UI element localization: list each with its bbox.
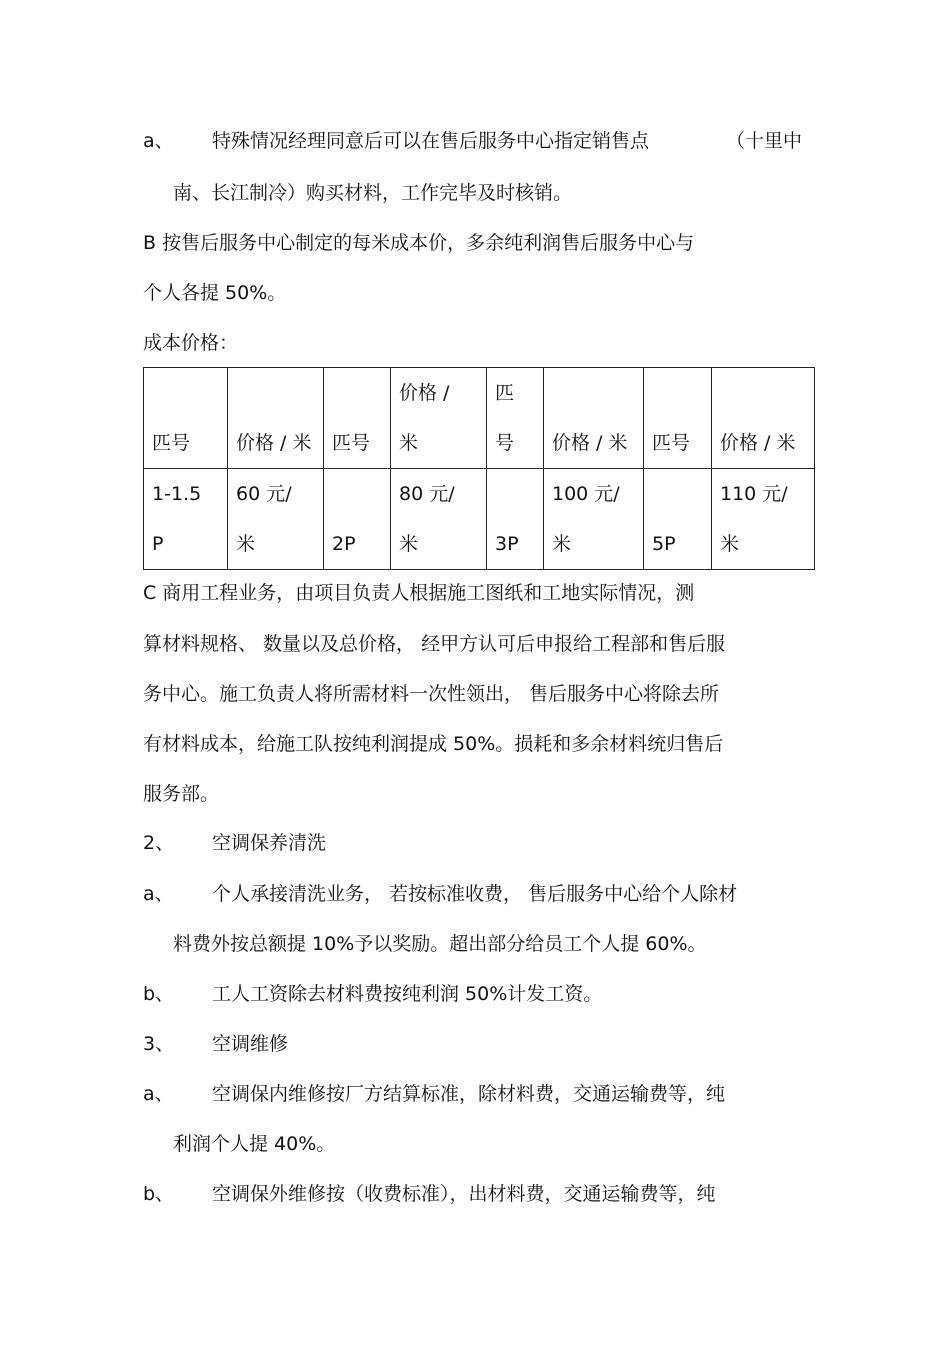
cost-price-table bbox=[143, 367, 815, 570]
table-header-row bbox=[144, 368, 815, 469]
table-cell: 价格 / 米 bbox=[712, 368, 815, 469]
paragraph-line: 算材料规格、 数量以及总价格， 经甲方认可后申报给工程部和售后服 bbox=[143, 633, 726, 655]
section-number: 3、 bbox=[143, 1033, 175, 1055]
table-cell: 100 元/ 米 bbox=[544, 469, 644, 570]
table-cell: 价格 / 米 bbox=[228, 368, 324, 469]
table-cell: 匹 号 bbox=[487, 368, 544, 469]
section-heading: 空调维修 bbox=[212, 1033, 289, 1055]
paragraph-line: 空调保内维修按厂方结算标准，除材料费，交通运输费等，纯 bbox=[212, 1083, 726, 1105]
table-cell: 3P bbox=[487, 469, 544, 570]
list-marker: b、 bbox=[143, 983, 175, 1005]
table-cell: 价格 / 米 bbox=[544, 368, 644, 469]
paragraph-line: 个人各提 50%。 bbox=[143, 282, 287, 304]
section-heading: 空调保养清洗 bbox=[212, 832, 327, 854]
paragraph-line: B 按售后服务中心制定的每米成本价，多余纯利润售后服务中心与 bbox=[143, 232, 695, 254]
table-cell: 1-1.5 P bbox=[144, 469, 228, 570]
table-cell: 匹号 bbox=[324, 368, 391, 469]
table-cell: 匹号 bbox=[644, 368, 712, 469]
paragraph-line: 服务部。 bbox=[143, 783, 220, 805]
section-label: 成本价格： bbox=[143, 332, 239, 354]
list-marker: a、 bbox=[143, 1083, 174, 1105]
section-number: 2、 bbox=[143, 832, 175, 854]
list-marker: a、 bbox=[143, 130, 174, 152]
paragraph-line: 料费外按总额提 10%予以奖励。超出部分给员工个人提 60%。 bbox=[173, 933, 707, 955]
paragraph-line: 特殊情况经理同意后可以在售后服务中心指定销售点 bbox=[212, 130, 650, 152]
table-cell: 5P bbox=[644, 469, 712, 570]
table-cell: 匹号 bbox=[144, 368, 228, 469]
paragraph-line: 南、长江制冷）购买材料，工作完毕及时核销。 bbox=[173, 182, 573, 204]
paragraph-line: 空调保外维修按（收费标准），出材料费，交通运输费等，纯 bbox=[212, 1183, 716, 1205]
paragraph-line: 有材料成本，给施工队按纯利润提成 50%。损耗和多余材料统归售后 bbox=[143, 733, 724, 755]
paragraph-line: 个人承接清洗业务， 若按标准收费， 售后服务中心给个人除材 bbox=[212, 883, 738, 905]
table-cell: 80 元/ 米 bbox=[391, 469, 487, 570]
table-cell: 110 元/ 米 bbox=[712, 469, 815, 570]
list-marker: a、 bbox=[143, 883, 174, 905]
table-cell: 60 元/ 米 bbox=[228, 469, 324, 570]
paragraph-line: 工人工资除去材料费按纯利润 50%计发工资。 bbox=[212, 983, 603, 1005]
paragraph-line: （十里中 bbox=[726, 130, 803, 152]
paragraph-line: 利润个人提 40%。 bbox=[173, 1133, 336, 1155]
paragraph-line: 务中心。施工负责人将所需材料一次性领出， 售后服务中心将除去所 bbox=[143, 683, 720, 705]
table-cell: 价格 / 米 bbox=[391, 368, 487, 469]
paragraph-line: C 商用工程业务，由项目负责人根据施工图纸和工地实际情况，测 bbox=[143, 582, 695, 604]
list-marker: b、 bbox=[143, 1183, 175, 1205]
table-cell: 2P bbox=[324, 469, 391, 570]
table-row bbox=[144, 469, 815, 570]
